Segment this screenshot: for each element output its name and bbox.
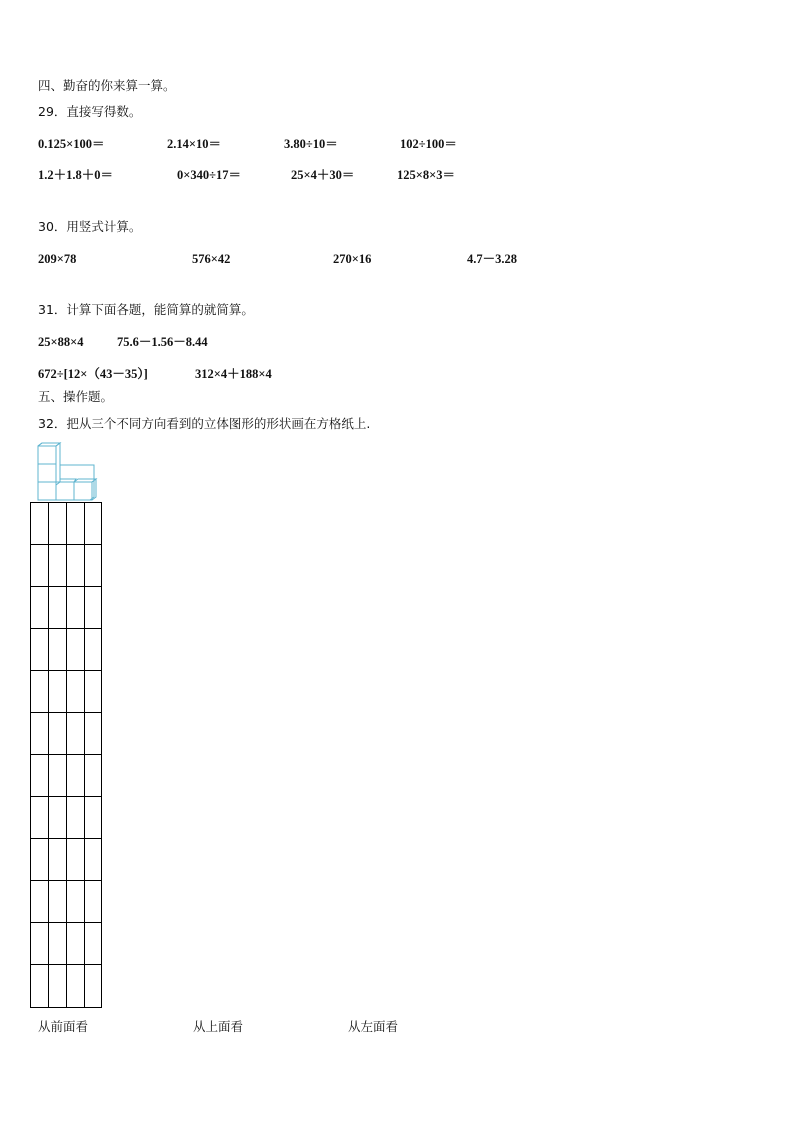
section-4-title: 四、勤奋的你来算一算。 bbox=[38, 78, 176, 93]
question-29-title: 29．直接写得数。 bbox=[38, 104, 142, 119]
grid-line bbox=[31, 544, 101, 545]
grid-line bbox=[31, 796, 101, 797]
q29-item: 1.2＋1.8＋0＝ bbox=[38, 168, 114, 182]
grid-line bbox=[31, 880, 101, 881]
q29-item: 0×340÷17＝ bbox=[177, 168, 241, 182]
q30-item: 576×42 bbox=[192, 252, 231, 266]
q29-item: 2.14×10＝ bbox=[167, 137, 221, 151]
grid-line bbox=[31, 838, 101, 839]
grid-line bbox=[31, 964, 101, 965]
question-31-title: 31．计算下面各题，能简算的就简算。 bbox=[38, 302, 254, 317]
grid-line bbox=[31, 586, 101, 587]
q30-item: 270×16 bbox=[333, 252, 372, 266]
q31-item: 312×4＋188×4 bbox=[195, 367, 272, 381]
caption-top-view: 从上面看 bbox=[193, 1019, 244, 1034]
grid-line bbox=[31, 628, 101, 629]
grid-line bbox=[48, 503, 49, 1007]
q29-item: 0.125×100＝ bbox=[38, 137, 105, 151]
question-32-title: 32．把从三个不同方向看到的立体图形的形状画在方格纸上. bbox=[38, 416, 371, 431]
section-5-title: 五、操作题。 bbox=[38, 389, 114, 404]
grid-line bbox=[31, 712, 101, 713]
question-30-title: 30．用竖式计算。 bbox=[38, 219, 142, 234]
caption-front-view: 从前面看 bbox=[38, 1019, 89, 1034]
grid-line bbox=[84, 503, 85, 1007]
drawing-grid[interactable] bbox=[30, 502, 102, 1008]
q29-item: 25×4＋30＝ bbox=[291, 168, 355, 182]
grid-line bbox=[31, 922, 101, 923]
grid-line bbox=[31, 754, 101, 755]
q31-item: 25×88×4 bbox=[38, 335, 84, 349]
grid-line bbox=[31, 670, 101, 671]
q31-item: 672÷[12×（43－35）] bbox=[38, 367, 148, 381]
caption-left-view: 从左面看 bbox=[348, 1019, 399, 1034]
q30-item: 209×78 bbox=[38, 252, 77, 266]
grid-line bbox=[66, 503, 67, 1007]
q29-item: 125×8×3＝ bbox=[397, 168, 455, 182]
q29-item: 102÷100＝ bbox=[400, 137, 457, 151]
q29-item: 3.80÷10＝ bbox=[284, 137, 338, 151]
q31-item: 75.6－1.56－8.44 bbox=[117, 335, 208, 349]
cube-figure bbox=[36, 441, 98, 501]
q30-item: 4.7－3.28 bbox=[467, 252, 518, 266]
